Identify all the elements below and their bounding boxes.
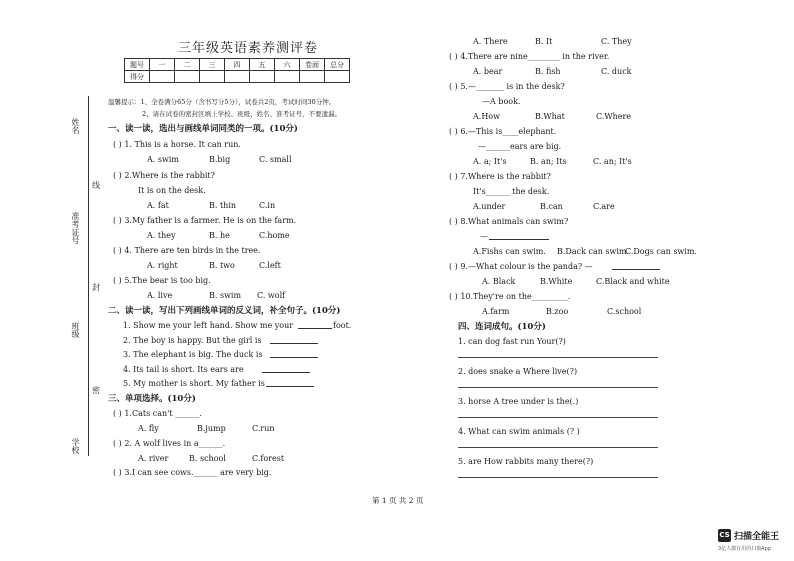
s3-q6-opt-c[interactable]: C. an; It's — [593, 157, 632, 166]
s3-q2-opt-c[interactable]: C.forest — [252, 454, 285, 463]
s4-answer-line-5[interactable] — [458, 477, 658, 478]
s3-q8-blank[interactable] — [489, 239, 549, 240]
s1-q5-opt-b[interactable]: B. swim — [209, 291, 242, 300]
s2-item-4-blank[interactable] — [262, 372, 310, 373]
section4-heading: 四、连词成句。(10分) — [458, 322, 546, 332]
s2-item-2-blank[interactable] — [270, 343, 318, 344]
score-header-cell: 五 — [250, 59, 275, 71]
s1-q5-stem: ( ) 5.The bear is too big. — [113, 276, 211, 285]
s1-q2-opt-b[interactable]: B. thin — [209, 201, 237, 210]
s3-q7-stem2: It's______ the desk. — [473, 187, 550, 196]
s3-q4-opt-b[interactable]: B. fish — [535, 67, 561, 76]
page-title: 三年级英语素养测评卷 — [178, 41, 319, 56]
camscanner-logo-icon: CS — [718, 529, 731, 542]
side-label-school: 学校 — [71, 438, 80, 454]
s1-q2-opt-a[interactable]: A. fat — [147, 201, 169, 210]
s1-q5-opt-a[interactable]: A. live — [147, 291, 173, 300]
s3-q10-opt-c[interactable]: C.school — [607, 307, 642, 316]
side-label-class: 班级 — [71, 322, 80, 338]
s3-q5-opt-c[interactable]: C.Where — [596, 112, 632, 121]
s4-item-4: 4. What can swim animals (? ) — [458, 427, 580, 436]
s3-q8-opt-b[interactable]: B.Dack can swim. — [557, 247, 630, 256]
s4-answer-line-2[interactable] — [458, 387, 658, 388]
s3-q4-stem: ( ) 4.There are nine________ in the river. — [449, 52, 610, 61]
s3-q3-opt-a[interactable]: A. There — [473, 37, 508, 46]
side-label-mi: 密 — [92, 386, 100, 395]
s3-q5-opt-a[interactable]: A.How — [473, 112, 500, 121]
s3-q2-opt-b[interactable]: B. school — [189, 454, 226, 463]
side-label-name: 姓名 — [71, 118, 80, 134]
s3-q2-stem: ( ) 2. A wolf lives in a______. — [113, 439, 226, 448]
s1-q1-opt-a[interactable]: A. swim — [147, 155, 179, 164]
s3-q9-opt-a[interactable]: A. Black — [482, 277, 516, 286]
s3-q4-opt-c[interactable]: C. duck — [601, 67, 632, 76]
s3-q5-opt-b[interactable]: B.What — [535, 112, 565, 121]
score-cell[interactable] — [300, 71, 325, 83]
score-row-label: 得分 — [125, 71, 150, 83]
s1-q4-opt-a[interactable]: A. right — [147, 261, 178, 270]
s3-q10-opt-b[interactable]: B.zoo — [546, 307, 569, 316]
s4-item-1: 1. can dog fast run Your(?) — [458, 337, 566, 346]
s3-q9-opt-c[interactable]: C.Black and white — [596, 277, 670, 286]
score-header-cell: 六 — [275, 59, 300, 71]
score-cell[interactable] — [325, 71, 350, 83]
s1-q2-stem: ( ) 2.Where is the rabbit? — [113, 171, 215, 180]
s3-q7-opt-a[interactable]: A.under — [473, 202, 506, 211]
score-cell[interactable] — [150, 71, 175, 83]
s2-item-4: 4. Its tail is short. Its ears are — [123, 365, 244, 374]
section3-heading: 三、单项选择。(10分) — [108, 394, 196, 404]
s3-q6-opt-a[interactable]: A. a; It's — [473, 157, 507, 166]
notice-line-1: 温馨提示：1、全卷满分65分（含书写分5分），试卷共2页，考试时间30分钟。 — [108, 98, 336, 106]
s3-q10-stem: ( ) 10.They're on the_________. — [449, 292, 571, 301]
s1-q1-opt-b[interactable]: B.big — [209, 155, 231, 164]
s2-item-3: 3. The elephant is big. The duck is — [123, 350, 263, 359]
section1-heading: 一、读一读，选出与画线单词同类的一项。(10分) — [108, 124, 298, 134]
s1-q2-opt-c[interactable]: C.in — [259, 201, 276, 210]
score-cell[interactable] — [175, 71, 200, 83]
score-header-cell: 一 — [150, 59, 175, 71]
score-cell[interactable] — [275, 71, 300, 83]
s4-item-3: 3. horse A tree under is the(.) — [458, 397, 579, 406]
score-header-cell: 四 — [225, 59, 250, 71]
s3-q1-opt-c[interactable]: C.run — [252, 424, 275, 433]
s3-q8-stem: ( ) 8.What animals can swim? — [449, 217, 569, 226]
s2-item-3-blank[interactable] — [270, 357, 318, 358]
s2-item-1: 1. Show me your left hand. Show me your — [123, 321, 294, 330]
watermark-name: 扫描全能王 — [734, 532, 780, 542]
s3-q8-opt-c[interactable]: C.Dogs can swim. — [625, 247, 697, 256]
s3-q1-opt-b[interactable]: B.jump — [197, 424, 226, 433]
score-header-cell: 总分 — [325, 59, 350, 71]
s1-q4-opt-c[interactable]: C.left — [259, 261, 281, 270]
s1-q3-opt-a[interactable]: A. they — [147, 231, 176, 240]
watermark-tagline: 3亿人都在用的扫描App — [718, 546, 771, 552]
s3-q5-stem2: —A book. — [482, 97, 521, 106]
side-label-feng: 封 — [92, 283, 100, 292]
s1-q4-opt-b[interactable]: B. two — [209, 261, 235, 270]
s2-item-1-blank[interactable] — [298, 328, 332, 329]
s3-q7-opt-c[interactable]: C.are — [593, 202, 615, 211]
score-header-cell: 三 — [200, 59, 225, 71]
s1-q3-opt-b[interactable]: B. he — [209, 231, 230, 240]
s2-item-5-blank[interactable] — [266, 386, 314, 387]
side-label-xian: 线 — [92, 181, 100, 190]
score-header-cell: 题号 — [125, 59, 150, 71]
s3-q6-opt-b[interactable]: B. an; Its — [530, 157, 567, 166]
page-footer: 第 1 页 共 2 页 — [372, 496, 424, 505]
s3-q1-opt-a[interactable]: A. fly — [138, 424, 159, 433]
s3-q3-opt-c[interactable]: C. They — [601, 37, 632, 46]
score-header-cell: 卷面 — [300, 59, 325, 71]
s1-q3-opt-c[interactable]: C.home — [259, 231, 290, 240]
s1-q1-stem: ( ) 1. This is a horse. It can run. — [113, 140, 241, 149]
s3-q1-stem: ( ) 1.Cats can't ______. — [113, 409, 202, 418]
s3-q8-stem2: — — [480, 232, 488, 241]
s4-answer-line-1[interactable] — [458, 357, 658, 358]
s1-q5-opt-c[interactable]: C. wolf — [257, 291, 286, 300]
s3-q7-stem: ( ) 7.Where is the rabbit? — [449, 172, 551, 181]
s2-item-1-tail: foot. — [333, 321, 352, 330]
s4-item-5: 5. are How rabbits many there(?) — [458, 457, 594, 466]
s3-q9-blank[interactable] — [612, 269, 660, 270]
s4-answer-line-4[interactable] — [458, 447, 658, 448]
s3-q8-opt-a[interactable]: A.Fishs can swim. — [473, 247, 546, 256]
s3-q4-opt-a[interactable]: A. bear — [473, 67, 503, 76]
score-table — [124, 58, 350, 83]
s3-q3-stem: ( ) 3.I can see cows.______ are very big. — [113, 468, 272, 477]
notice-line-2: 2、请在试卷的密封区填上学校、班级、姓名、准考证号，不要遗漏。 — [142, 110, 342, 118]
s3-q3-opt-b[interactable]: B. It — [535, 37, 553, 46]
binding-line — [88, 96, 89, 456]
s4-answer-line-3[interactable] — [458, 417, 658, 418]
s3-q6-stem: ( ) 6.—This is____elephant. — [449, 127, 557, 136]
s3-q10-opt-a[interactable]: A.farm — [482, 307, 510, 316]
s2-item-2: 2. The boy is happy. But the girl is — [123, 336, 262, 345]
s1-q2-stem2: It is on the desk. — [138, 186, 206, 195]
s3-q2-opt-a[interactable]: A. river — [138, 454, 169, 463]
score-cell[interactable] — [200, 71, 225, 83]
s1-q1-opt-c[interactable]: C. small — [259, 155, 292, 164]
s1-q3-stem: ( ) 3.My father is a farmer. He is on the farm. — [113, 216, 297, 225]
s3-q6-stem2: —______ears are big. — [478, 142, 562, 151]
section2-heading: 二、读一读，写出下列画线单词的反义词，补全句子。(10分) — [108, 306, 341, 316]
s2-item-5: 5. My mother is short. My father is — [123, 379, 265, 388]
score-cell[interactable] — [225, 71, 250, 83]
s3-q5-stem: ( ) 5.—_______ is in the desk? — [449, 82, 565, 91]
s3-q9-stem: ( ) 9.—What colour is the panda? — — [449, 262, 593, 271]
s1-q4-stem: ( ) 4. There are ten birds in the tree. — [113, 246, 261, 255]
side-label-exam-no: 准考证号 — [71, 212, 80, 244]
s3-q9-opt-b[interactable]: B.White — [540, 277, 573, 286]
score-cell[interactable] — [250, 71, 275, 83]
s3-q7-opt-b[interactable]: B.can — [540, 202, 563, 211]
score-header-cell: 二 — [175, 59, 200, 71]
s4-item-2: 2. does snake a Where live(?) — [458, 367, 578, 376]
